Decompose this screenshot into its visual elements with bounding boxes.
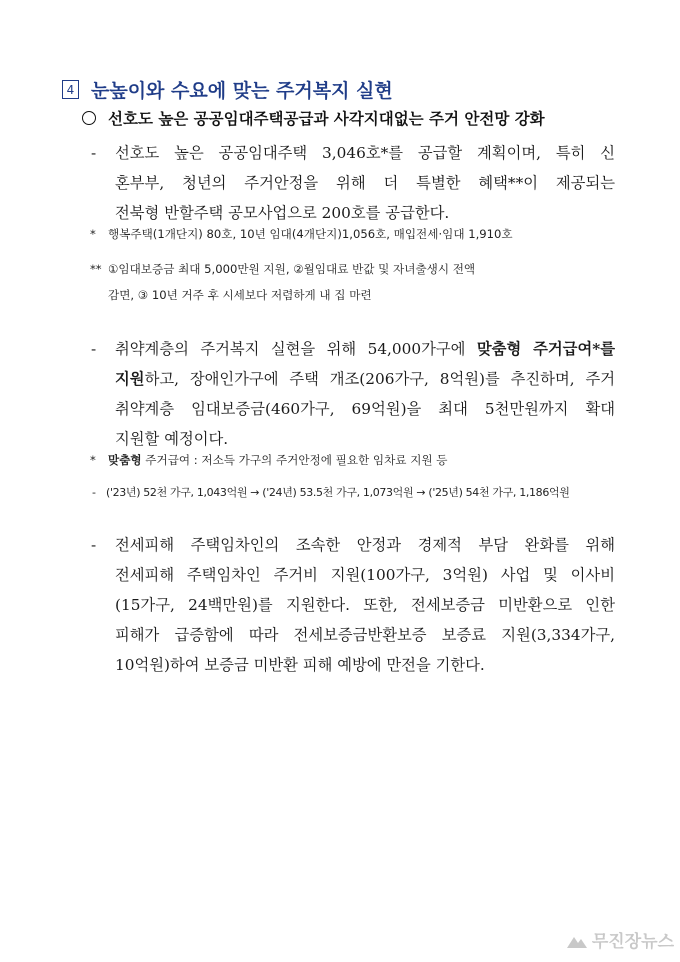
footnote-benefits bbox=[90, 261, 475, 277]
paragraph-public-housing bbox=[93, 138, 615, 228]
section-heading bbox=[62, 76, 393, 103]
watermark bbox=[566, 927, 674, 952]
emphasis-text: 지원 bbox=[115, 370, 145, 388]
paragraph-line: 취약계층 임대보증금(460가구, 69억원)을 최대 5천만원까지 확대 bbox=[115, 400, 615, 418]
paragraph-line: 전북형 반할주택 공모사업으로 200호를 공급한다. bbox=[115, 204, 450, 222]
footnote-text: ①임대보증금 최대 5,000만원 지원, ②월임대료 반값 및 자녀출생시 전액 bbox=[108, 262, 476, 276]
circle-bullet-icon bbox=[82, 111, 96, 125]
dash-bullet: - bbox=[92, 486, 96, 499]
footnote-mark: * bbox=[90, 453, 96, 467]
paragraph-line bbox=[93, 334, 615, 364]
paragraph-text: 취약계층의 주거복지 실현을 위해 54,000가구에 bbox=[115, 340, 477, 358]
paragraph-line: 10억원)하여 보증금 미반환 피해 예방에 만전을 기한다. bbox=[115, 656, 485, 674]
footnote-benefits-continued bbox=[108, 287, 372, 303]
footnote-text: ('23년) 52천 가구, 1,043억원 → ('24년) 53.5천 가구, 1,073억원 → ('25년) 54천 가구, 1,186억원 bbox=[106, 486, 570, 499]
footnote-yearly-figures bbox=[92, 484, 570, 500]
watermark-text: 무진장뉴스 bbox=[591, 932, 674, 952]
footnote-text: 감면, ③ 10년 거주 후 시세보다 저렴하게 내 집 마련 bbox=[108, 288, 372, 302]
paragraph-text: 하고, 장애인가구에 주택 개조(206가구, 8억원)를 추진하며, 주거 bbox=[144, 370, 615, 388]
section-number-box: 4 bbox=[62, 80, 79, 99]
subheading bbox=[82, 107, 545, 129]
paragraph-line bbox=[93, 364, 615, 394]
dash-bullet: - bbox=[91, 536, 97, 554]
dash-bullet: - bbox=[91, 144, 97, 162]
mountain-logo-icon bbox=[566, 933, 588, 949]
paragraph-line: 전세피해 주택임차인의 조속한 안정과 경제적 부담 완화를 위해 bbox=[115, 536, 615, 554]
subheading-title: 선호도 높은 공공임대주택공급과 사각지대없는 주거 안전망 강화 bbox=[108, 110, 545, 128]
section-title: 눈높이와 수요에 맞는 주거복지 실현 bbox=[91, 80, 393, 102]
paragraph-line: 지원할 예정이다. bbox=[115, 430, 229, 448]
footnote-mark: * bbox=[90, 227, 96, 241]
footnote-housing-breakdown bbox=[90, 226, 513, 242]
emphasis-text: 맞춤형 주거급여*를 bbox=[476, 340, 615, 358]
paragraph-line: 전세피해 주택임차인 주거비 지원(100가구, 3억원) 사업 및 이사비 bbox=[115, 566, 615, 584]
paragraph-jeonse-victims bbox=[93, 530, 615, 680]
paragraph-line: 선호도 높은 공공임대주택 3,046호*를 공급할 계획이며, 특히 신 bbox=[115, 144, 615, 162]
paragraph-line: (15가구, 24백만원)를 지원한다. 또한, 전세보증금 미반환으로 인한 bbox=[115, 596, 615, 614]
footnote-text: 주거급여 : 저소득 가구의 주거안정에 필요한 임차료 지원 등 bbox=[141, 453, 448, 467]
dash-bullet: - bbox=[91, 340, 97, 358]
footnote-text: 행복주택(1개단지) 80호, 10년 임대(4개단지)1,056호, 매입전세·임대 1,910호 bbox=[108, 227, 513, 241]
footnote-mark: ** bbox=[90, 262, 102, 276]
emphasis-text: 맞춤형 bbox=[108, 453, 142, 467]
paragraph-line: 피해가 급증함에 따라 전세보증금반환보증 보증료 지원(3,334가구, bbox=[115, 626, 615, 644]
paragraph-line: 혼부부, 청년의 주거안정을 위해 더 특별한 혜택**이 제공되는 bbox=[115, 174, 615, 192]
footnote-benefit-definition bbox=[90, 452, 447, 468]
paragraph-housing-benefit bbox=[93, 334, 615, 454]
